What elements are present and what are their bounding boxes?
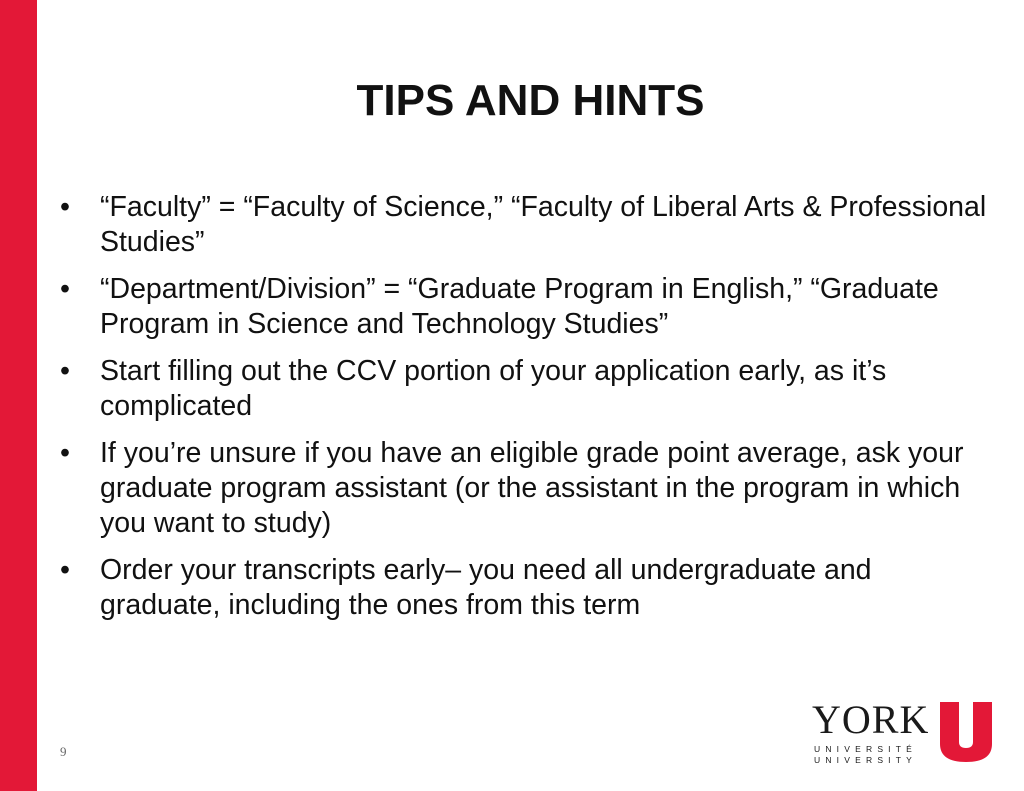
york-u-emblem-icon xyxy=(938,700,994,764)
york-university-logo xyxy=(812,697,997,768)
bullet-text: “Department/Division” = “Graduate Program in English,” “Graduate Program in Science and Technology Studies” xyxy=(100,273,939,340)
bullet-dot-icon: • xyxy=(60,273,70,305)
bullet-text: Start filling out the CCV portion of your application early, as it’s complicated xyxy=(100,355,887,422)
bullet-item xyxy=(60,272,995,342)
bullet-item xyxy=(60,354,995,424)
bullet-item xyxy=(60,190,995,260)
bullet-dot-icon: • xyxy=(60,437,70,469)
logo-line-french: UNIVERSITÉ xyxy=(814,744,918,754)
bullet-text: Order your transcripts early– you need all undergraduate and graduate, including the ones from this term xyxy=(100,554,872,621)
bullet-item xyxy=(60,553,995,623)
logo-line-english: UNIVERSITY xyxy=(814,755,918,765)
slide-title: TIPS AND HINTS xyxy=(356,76,705,125)
bullet-item xyxy=(60,436,995,541)
page-number: 9 xyxy=(60,744,67,759)
bullet-dot-icon: • xyxy=(60,355,70,387)
logo-wordmark: YORK xyxy=(812,697,930,742)
bullet-list xyxy=(60,190,995,635)
bullet-dot-icon: • xyxy=(60,191,70,223)
bullet-dot-icon: • xyxy=(60,554,70,586)
bullet-text: “Faculty” = “Faculty of Science,” “Faculty of Liberal Arts & Professional Studies” xyxy=(100,191,987,258)
left-accent-bar xyxy=(0,0,37,791)
bullet-text: If you’re unsure if you have an eligible grade point average, ask your graduate program assistant (or the assistant in the program in which you want to study) xyxy=(100,437,964,539)
